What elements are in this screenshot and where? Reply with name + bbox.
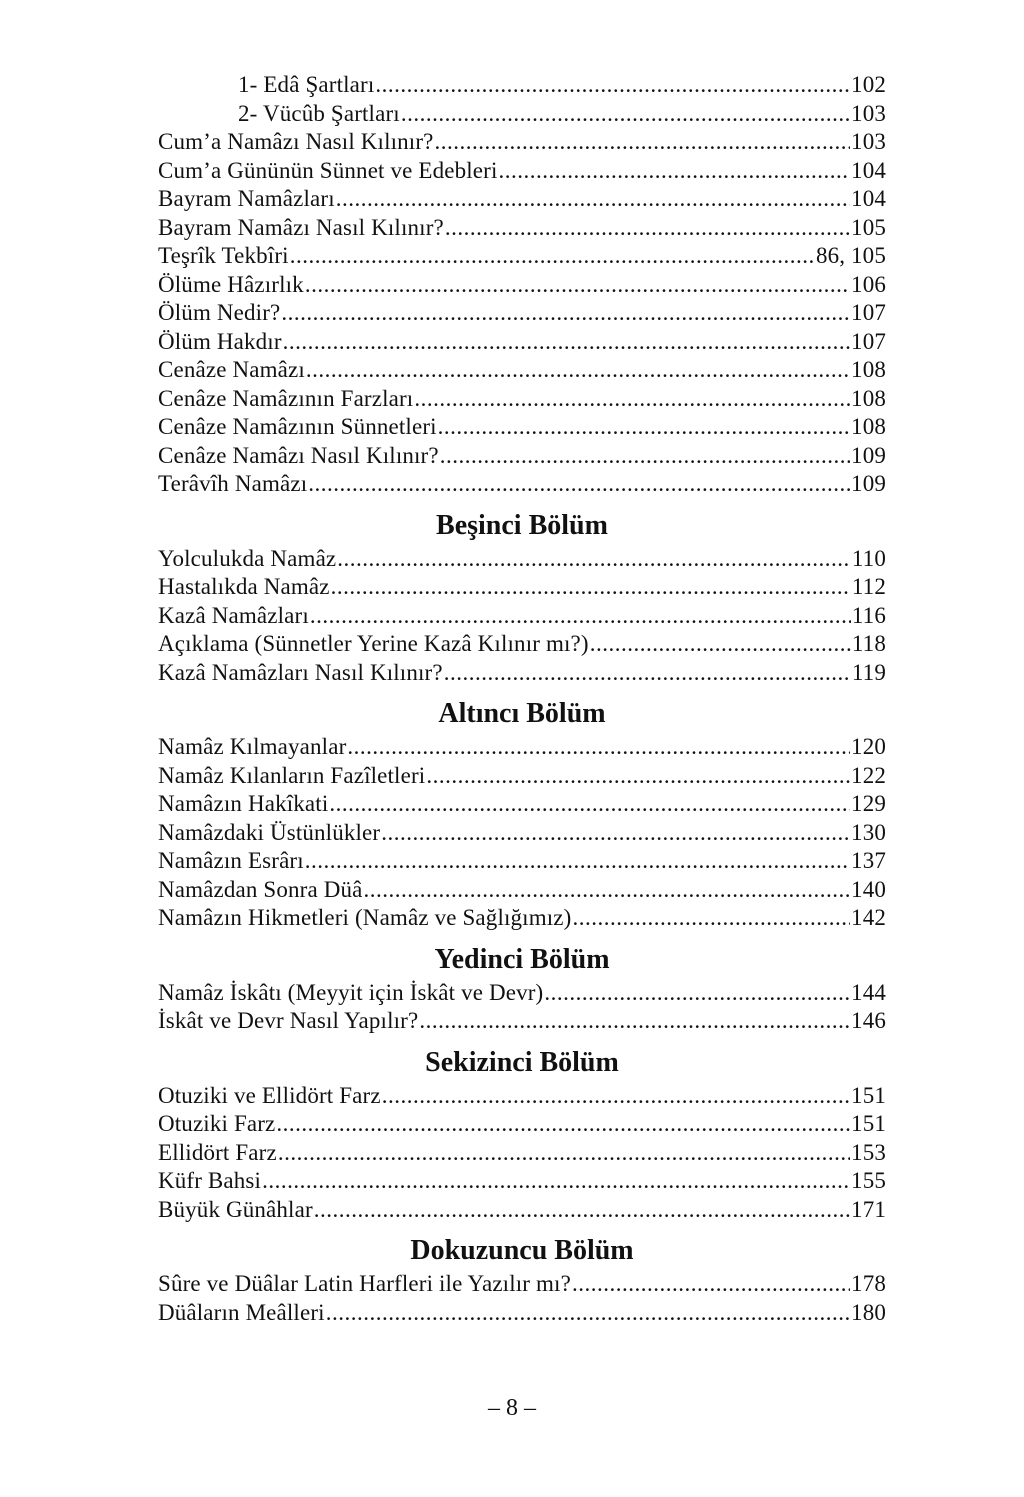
toc-entry-page: 137: [851, 848, 886, 873]
section-heading: Altıncı Bölüm: [438, 698, 606, 729]
toc-entry: [158, 733, 886, 762]
toc-entry-title: Namâz Kılanların Fazîletleri: [158, 762, 426, 788]
toc-entry-title: Sûre ve Düâlar Latin Harfleri ile Yazılır mı?: [158, 1271, 571, 1296]
toc-entry-title: Namâzın Hikmetleri (Namâz ve Sağlığımız): [158, 905, 572, 930]
toc-entry: [158, 71, 886, 100]
toc-entry: [158, 128, 886, 157]
toc-entry: [158, 545, 886, 574]
toc-entry-title: Namâzdan Sonra Düâ: [158, 876, 363, 902]
toc-entry-title: Cenâze Namâzı: [158, 357, 305, 382]
toc-entry-title: Namâzdaki Üstünlükler: [158, 819, 381, 845]
dot-leader: [435, 128, 851, 157]
toc-entry-page: 107: [851, 300, 886, 325]
toc-entry-title: Teşrîk Tekbîri: [158, 243, 289, 268]
toc-entry-title: Yolculukda Namâz: [158, 545, 337, 571]
toc-entry-page: 130: [851, 819, 886, 845]
toc-entry: [158, 979, 886, 1008]
toc-entry: [158, 157, 886, 186]
toc-entry-title: Terâvîh Namâzı: [158, 471, 308, 496]
toc-entry-title: Otuziki Farz: [158, 1111, 276, 1136]
toc-entry-title: Namâz İskâtı (Meyyit için İskât ve Devr): [158, 979, 544, 1005]
toc-entry-page: 178: [851, 1271, 886, 1296]
dot-leader: [278, 1139, 850, 1168]
dot-leader: [444, 659, 851, 688]
toc-entry: [158, 242, 886, 271]
dot-leader: [381, 819, 850, 848]
toc-entry-page: 116: [851, 602, 886, 628]
toc-entry-page: 104: [851, 157, 886, 183]
toc-entry-title: Cum’a Namâzı Nasıl Kılınır?: [158, 129, 434, 154]
toc-entry: [158, 876, 886, 905]
toc-group: [158, 1048, 886, 1225]
toc-entry-page: 180: [851, 1299, 886, 1325]
toc-entry: [158, 1270, 886, 1299]
section-heading: Dokuzuncu Bölüm: [410, 1235, 634, 1266]
toc-entry: [158, 1007, 886, 1036]
toc-entry-page: 142: [851, 905, 886, 930]
toc-entry-page: 120: [851, 734, 886, 759]
dot-leader: [499, 157, 851, 186]
toc-entry: [158, 356, 886, 385]
toc-entry: [158, 1110, 886, 1139]
toc-entry: [158, 790, 886, 819]
toc-entry-page: 104: [851, 186, 886, 211]
toc-entry-title: Bayram Namâzları: [158, 186, 335, 211]
toc-entry-page: 110: [851, 545, 886, 571]
toc-entry: [158, 214, 886, 243]
dot-leader: [336, 185, 850, 214]
section-heading: Yedinci Bölüm: [434, 943, 610, 975]
toc-entry: [158, 630, 886, 659]
toc-entry-page: 146: [851, 1008, 886, 1033]
dot-leader: [438, 413, 850, 442]
toc-entry-title: Küfr Bahsi: [158, 1168, 262, 1193]
toc-entry-page: 151: [851, 1082, 886, 1108]
dot-leader: [382, 1082, 850, 1111]
toc-entry-title: Ölüme Hâzırlık: [158, 271, 304, 297]
dot-leader: [544, 979, 850, 1008]
toc-entry-page: 153: [851, 1139, 886, 1165]
dot-leader: [290, 242, 815, 271]
section-heading: Beşinci Bölüm: [436, 509, 608, 541]
toc-entry-title: 2- Vücûb Şartları: [238, 100, 400, 126]
toc-entry-page: 86, 105: [815, 243, 886, 268]
toc-entry-page: 108: [851, 357, 886, 382]
toc-entry: [158, 1196, 886, 1225]
toc-entry-title: Ölüm Nedir?: [158, 300, 281, 325]
toc-entry: [158, 413, 886, 442]
toc-entry: [158, 762, 886, 791]
toc-entry-page: 103: [851, 100, 886, 126]
dot-leader: [262, 1167, 850, 1196]
table-of-contents: [158, 71, 886, 1327]
toc-entry: [158, 299, 886, 328]
toc-entry-page: 171: [851, 1196, 886, 1222]
dot-leader: [419, 1007, 850, 1036]
toc-group: [158, 1236, 886, 1327]
toc-entry-title: Bayram Namâzı Nasıl Kılınır?: [158, 214, 444, 240]
toc-entry: [158, 847, 886, 876]
toc-entry: [158, 328, 886, 357]
toc-entry: [158, 271, 886, 300]
toc-entry-title: Ölüm Hakdır: [158, 328, 282, 354]
dot-leader: [347, 733, 850, 762]
dot-leader: [305, 271, 850, 300]
toc-group: [158, 945, 886, 1036]
toc-entry: [158, 470, 886, 499]
dot-leader: [281, 299, 850, 328]
toc-entry-page: 129: [851, 791, 886, 816]
dot-leader: [572, 904, 850, 933]
dot-leader: [590, 630, 851, 659]
toc-entry: [158, 819, 886, 848]
toc-entry-title: Otuziki ve Ellidört Farz: [158, 1082, 381, 1108]
toc-entry: [158, 1139, 886, 1168]
toc-entry-title: Açıklama (Sünnetler Yerine Kazâ Kılınır mı?): [158, 631, 589, 656]
dot-leader: [276, 1110, 850, 1139]
toc-entry: [158, 659, 886, 688]
toc-entry: [158, 1082, 886, 1111]
dot-leader: [283, 328, 850, 357]
page-number: – 8 –: [488, 1395, 536, 1421]
dot-leader: [426, 762, 850, 791]
dot-leader: [331, 573, 851, 602]
toc-entry-title: Kazâ Namâzları Nasıl Kılınır?: [158, 659, 443, 685]
dot-leader: [310, 602, 851, 631]
toc-entry-page: 107: [851, 328, 886, 354]
toc-entry-title: İskât ve Devr Nasıl Yapılır?: [158, 1008, 419, 1033]
toc-entry-page: 103: [851, 129, 886, 154]
toc-entry-title: Namâz Kılmayanlar: [158, 734, 347, 759]
dot-leader: [337, 545, 851, 574]
toc-entry-title: Cenâze Namâzının Sünnetleri: [158, 414, 437, 439]
toc-entry-page: 155: [851, 1168, 886, 1193]
toc-entry-page: 122: [851, 762, 886, 788]
toc-entry-page: 112: [851, 574, 886, 599]
toc-entry-page: 109: [851, 442, 886, 468]
toc-entry: [158, 442, 886, 471]
toc-entry-page: 144: [851, 979, 886, 1005]
dot-leader: [572, 1270, 850, 1299]
toc-group: [158, 699, 886, 933]
toc-entry-title: Cenâze Namâzının Farzları: [158, 385, 414, 411]
dot-leader: [375, 71, 850, 100]
dot-leader: [445, 214, 850, 243]
dot-leader: [314, 1196, 850, 1225]
toc-entry-page: 102: [851, 72, 886, 97]
dot-leader: [308, 470, 850, 499]
toc-entry-page: 109: [851, 471, 886, 496]
toc-entry-title: Hastalıkda Namâz: [158, 574, 330, 599]
toc-entry-page: 118: [851, 631, 886, 656]
dot-leader: [305, 847, 850, 876]
toc-entry-page: 140: [851, 876, 886, 902]
toc-entry-page: 151: [851, 1111, 886, 1136]
toc-entry: [158, 602, 886, 631]
toc-entry-title: 1- Edâ Şartları: [238, 72, 375, 97]
toc-group: [158, 71, 886, 499]
toc-entry: [158, 100, 886, 129]
toc-entry: [158, 573, 886, 602]
dot-leader: [414, 385, 850, 414]
toc-entry-page: 108: [851, 385, 886, 411]
toc-entry: [158, 1299, 886, 1328]
toc-entry-page: 105: [851, 214, 886, 240]
toc-entry: [158, 185, 886, 214]
toc-entry-page: 119: [851, 659, 886, 685]
dot-leader: [306, 356, 850, 385]
toc-group: [158, 511, 886, 688]
toc-entry-title: Cum’a Gününün Sünnet ve Edebleri: [158, 157, 498, 183]
dot-leader: [364, 876, 851, 905]
toc-entry-title: Cenâze Namâzı Nasıl Kılınır?: [158, 442, 439, 468]
toc-entry-title: Düâların Meâlleri: [158, 1299, 325, 1325]
toc-entry: [158, 904, 886, 933]
toc-entry: [158, 1167, 886, 1196]
dot-leader: [401, 100, 850, 129]
toc-entry: [158, 385, 886, 414]
toc-entry-title: Büyük Günâhlar: [158, 1196, 313, 1222]
dot-leader: [440, 442, 850, 471]
dot-leader: [326, 1299, 850, 1328]
toc-entry-title: Namâzın Esrârı: [158, 848, 304, 873]
toc-entry-title: Namâzın Hakîkati: [158, 791, 329, 816]
toc-entry-title: Kazâ Namâzları: [158, 602, 309, 628]
section-heading: Sekizinci Bölüm: [425, 1046, 619, 1078]
toc-entry-page: 106: [851, 271, 886, 297]
toc-entry-page: 108: [851, 414, 886, 439]
toc-entry-title: Ellidört Farz: [158, 1139, 277, 1165]
dot-leader: [329, 790, 850, 819]
